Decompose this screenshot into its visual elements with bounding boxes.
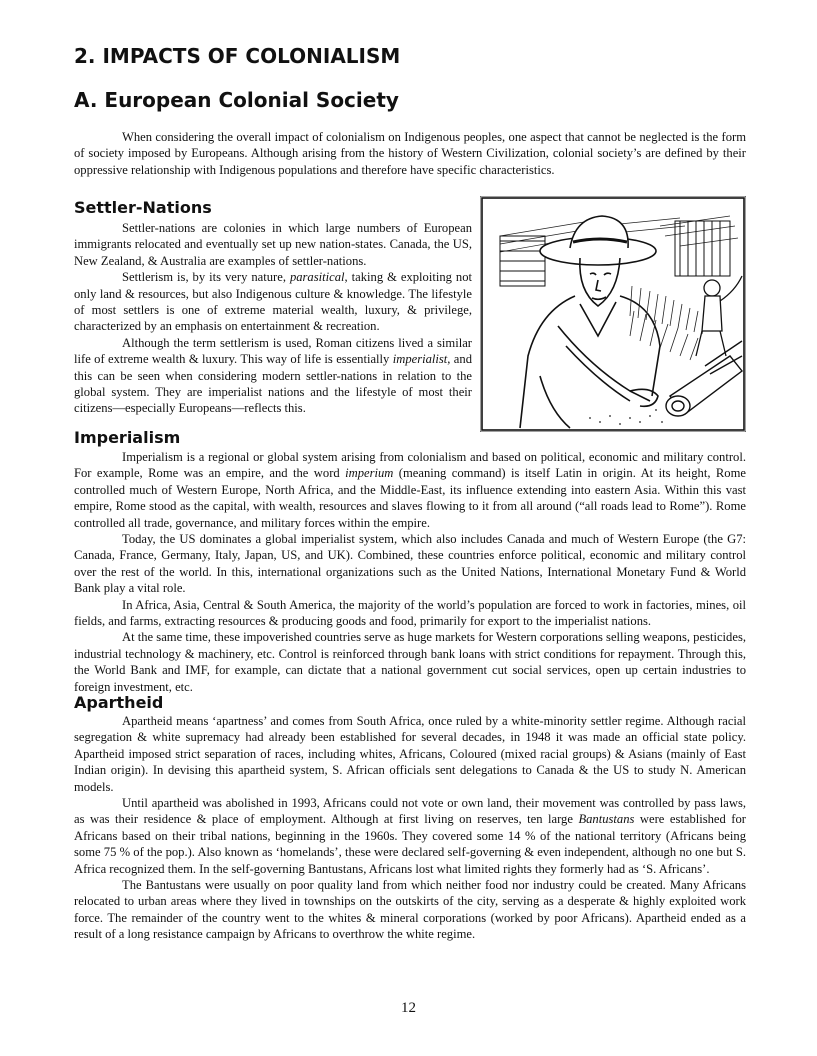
page-number: 12: [401, 1000, 416, 1016]
apartheid-heading: Apartheid: [74, 693, 164, 712]
imperialism-paragraph-4: At the same time, these impoverished countries serve as huge markets for Western corporations selling weapons, pesticides, industrial technology & machinery, etc. Control is reinforced through bank loans with strict conditions for repayment. Through this, the World Bank and IMF, for example, can dictate that a national government cut social services, open up certain industries to foreign investment, etc.: [74, 630, 746, 694]
apartheid-section: [74, 713, 746, 943]
section-title: 2. IMPACTS OF COLONIALISM: [74, 44, 401, 68]
emphasis-parasitical: parasitical: [289, 270, 345, 285]
settler-paragraph-3: Although the term settlerism is used, Roman citizens lived a similar life of extreme wealth & luxury. This way of life is essentially imperialist, and this can be seen when considering modern settler-nations in relation to the global system. They are imperialist nations and the lifestyle of most their citizens—especially Europeans—reflects this.: [74, 335, 472, 416]
settler-paragraph-2: Settlerism is, by its very nature, parasitical, taking & exploiting not only land & resources, but also Indigenous culture & knowledge. The lifestyle of most settlers is one of extreme material wealth, luxury, & privilege, characterized by an emphasis on entertainment & recreation.: [74, 270, 472, 334]
imperialism-heading: Imperialism: [74, 428, 181, 447]
apartheid-paragraph-3: The Bantustans were usually on poor quality land from which neither food nor industry could be created. Many Africans relocated to urban areas where they lived in townships on the outskirts of the city, serving as a desperate & highly exploited work force. The remainder of the country went to the whites & mineral corporations (worked by poor Africans). Apartheid ended as a result of a long resistance campaign by Africans to overthrow the white regime.: [74, 878, 746, 942]
imperialism-paragraph-3: In Africa, Asia, Central & South America, the majority of the world’s population are forced to work in factories, mines, oil fields, and farms, extracting resources & producing goods and food, primarily for export to the imperialist nations.: [74, 597, 746, 629]
emphasis-bantustans: Bantustans: [578, 812, 635, 827]
emphasis-imperialist: imperialist: [392, 352, 448, 367]
settler-nations-heading: Settler-Nations: [74, 198, 212, 217]
settler-paragraph-1: Settler-nations are colonies in which large numbers of European immigrants relocated and eventually set up new nation-states. Canada, the US, New Zealand, & Australia are examples of settler-nations.: [74, 221, 472, 268]
imperialism-paragraph-2: Today, the US dominates a global imperialist system, which also includes Canada and much of Western Europe (the G7: Canada, France, Germany, Italy, Japan, US, and UK). Combined, these countries enforce political, economic and military control over the rest of the world. In this, international organizations such as the United Nations, International Monetary Fund & World Bank play a vital role.: [74, 532, 746, 596]
intro-text: When considering the overall impact of colonialism on Indigenous peoples, one aspect that cannot be neglected is the form of society imposed by Europeans. Although arising from the history of Western Civilization, colonial society’s are defined by their oppressive relationship with Indigenous populations and therefore have specific characteristics.: [74, 130, 746, 177]
apartheid-paragraph-2: Until apartheid was abolished in 1993, Africans could not vote or own land, their movement was controlled by pass laws, as was their residence & place of employment. Although at first living on reserves, ten large Bantustans were established for Africans based on their tribal nations, beginning in the 1960s. They covered some 14 % of the national territory (Africans being some 75 % of the pop.). Also known as ‘homelands’, these were declared self-governing & even independent, although no one but S. Africa recognized them. In the self-governing Bantustans, Africans lost what limited rights they formerly had as ‘S. Africans’.: [74, 796, 746, 876]
settler-farming-illustration: [480, 196, 746, 432]
emphasis-imperium: imperium: [345, 466, 394, 481]
apartheid-paragraph-1: Apartheid means ‘apartness’ and comes from South Africa, once ruled by a white-minority settler regime. Although racial segregation & white supremacy had already been established for several decades, in 1948 it was made an official state policy. Apartheid imposed strict separation of races, including whites, Africans, Coloured (mixed racial groups) & Asians (mainly of East Indian origin). In devising this apartheid system, S. African officials sent delegations to Canada & the US to study N. American models.: [74, 714, 746, 794]
imperialism-section: [74, 449, 746, 695]
settler-nations-section: [74, 220, 472, 417]
subsection-title: A. European Colonial Society: [74, 88, 399, 112]
intro-paragraph: [74, 129, 746, 178]
imperialism-paragraph-1: Imperialism is a regional or global system arising from colonialism and based on political, economic and military control. For example, Rome was an empire, and the word imperium (meaning command) is itself Latin in origin. At its height, Rome controlled much of Western Europe, North Africa, and the Middle-East, its influence extending into eastern Asia. Within this vast empire, Rome stood as the capital, with wealth, resources and slaves flowing to it from all around (“all roads lead to Rome”). Rome controlled all trade, governance, and military forces within the empire.: [74, 450, 746, 530]
